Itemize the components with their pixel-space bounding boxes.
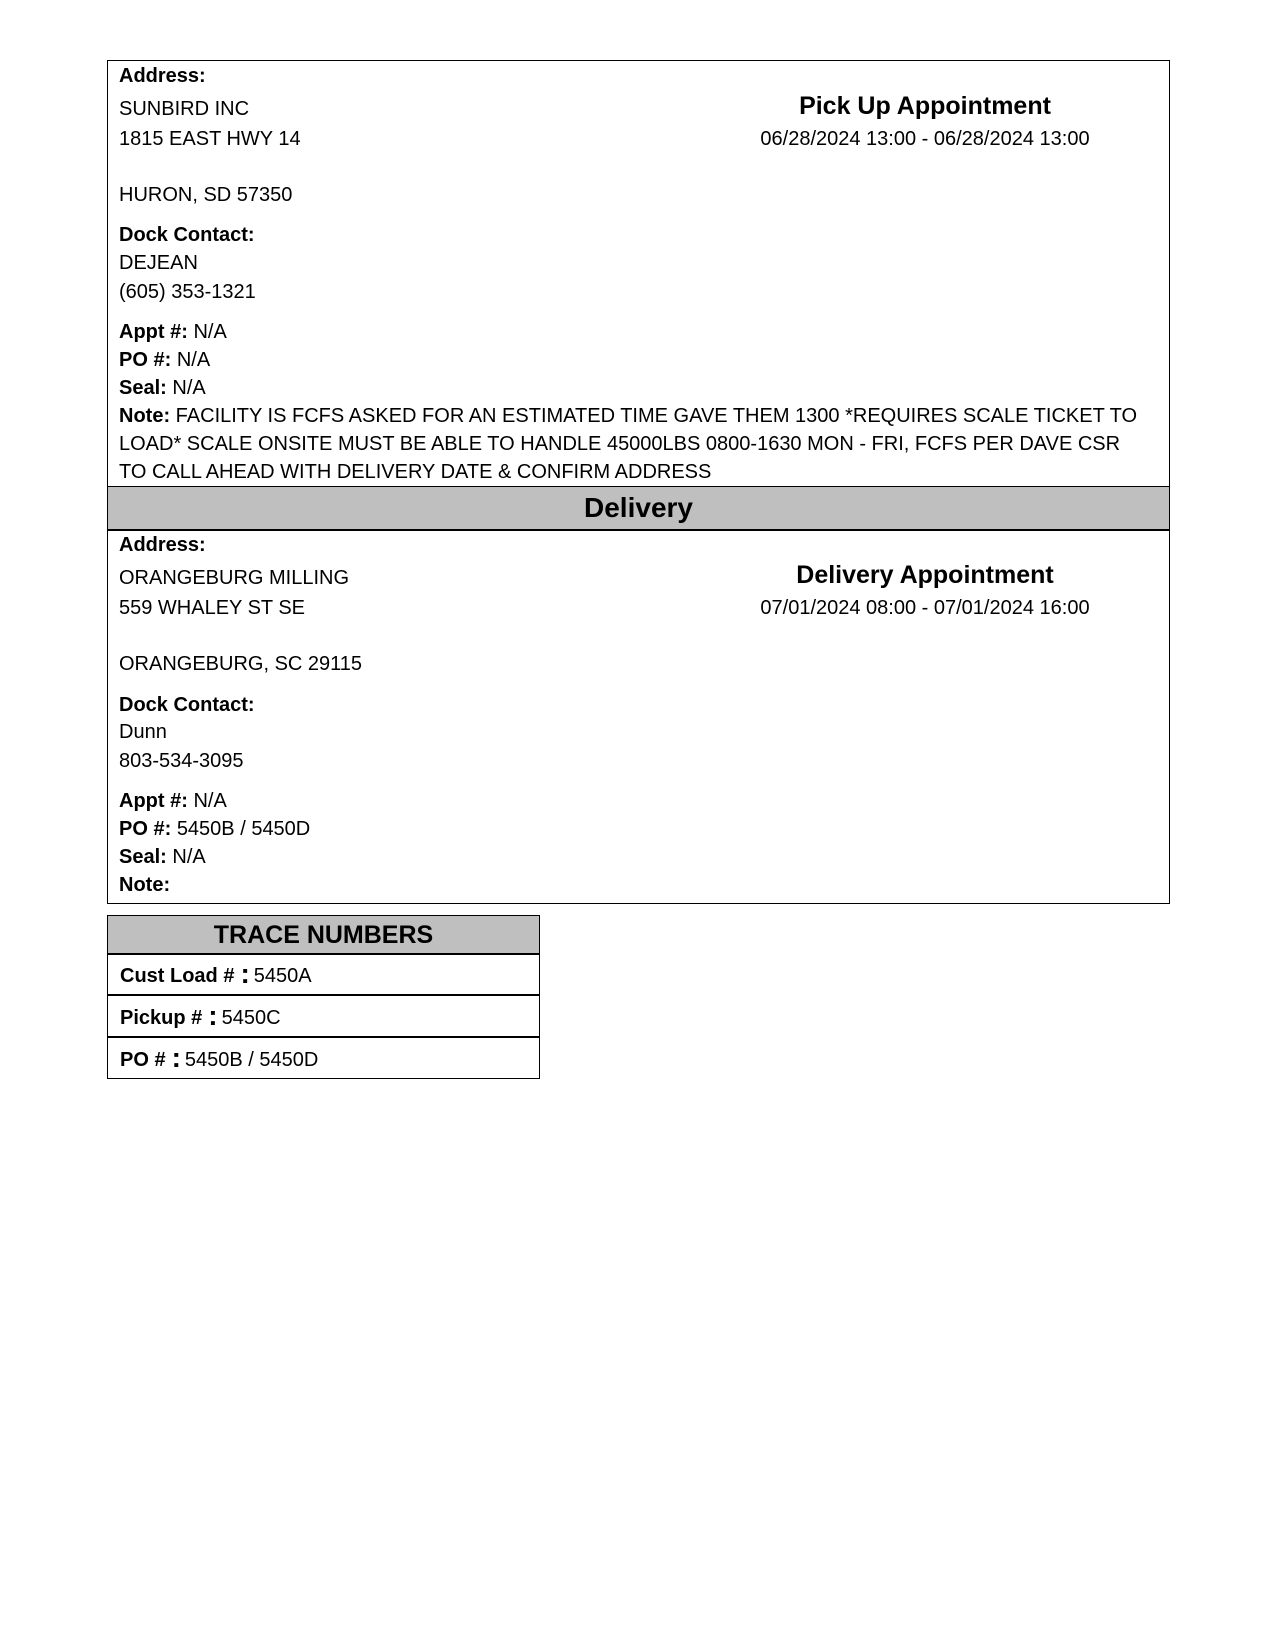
delivery-appt-line [119, 790, 227, 812]
pickup-po-value: N/A [176, 349, 211, 371]
pickup-appt-value: N/A [193, 321, 227, 343]
delivery-street: 559 WHALEY ST SE [119, 597, 306, 619]
trace-row-value: 5450B / 5450D [184, 1049, 319, 1071]
trace-row-cust-load [107, 953, 540, 995]
delivery-appointment-range: 07/01/2024 08:00 - 07/01/2024 16:00 [760, 597, 1090, 619]
delivery-header [107, 486, 1170, 531]
pickup-note-value: FACILITY IS FCFS ASKED FOR AN ESTIMATED TIME GAVE THEM 1300 *REQUIRES SCALE TICKET TO LOAD* SCALE ONSITE MUST BE ABLE TO HANDLE 45000LBS 0800-1630 MON - FRI, FCFS PER DAVE CSR TO CALL AHEAD WITH DELIVERY DATE & CONFIRM ADDRESS [119, 405, 1138, 483]
trace-row-value: 5450A [253, 965, 312, 987]
delivery-po-value: 5450B / 5450D [176, 818, 311, 840]
trace-row-value: 5450C [221, 1007, 281, 1029]
delivery-po-line [119, 818, 310, 840]
trace-row-label: Cust Load # [120, 965, 235, 987]
pickup-dock-contact-phone: (605) 353-1321 [119, 281, 256, 303]
trace-row-colon: : [171, 1042, 181, 1073]
pickup-seal-label: Seal: [119, 377, 167, 399]
delivery-appt-value: N/A [193, 790, 227, 812]
trace-numbers-title: TRACE NUMBERS [213, 921, 434, 949]
pickup-address-label: Address: [119, 65, 206, 87]
pickup-appointment-range: 06/28/2024 13:00 - 06/28/2024 13:00 [760, 128, 1090, 150]
pickup-appointment-title: Pick Up Appointment [799, 92, 1051, 120]
delivery-appointment-title: Delivery Appointment [796, 561, 1054, 589]
trace-row-colon: : [240, 958, 250, 989]
delivery-dock-contact-name: Dunn [119, 721, 167, 743]
pickup-note [119, 402, 1149, 486]
delivery-seal-value: N/A [172, 846, 206, 868]
delivery-name: ORANGEBURG MILLING [119, 567, 350, 589]
trace-row-label: PO # [120, 1049, 166, 1071]
trace-numbers-header [107, 915, 540, 955]
trace-row-pickup [107, 995, 540, 1037]
delivery-address-label: Address: [119, 534, 206, 556]
trace-row-label: Pickup # [120, 1007, 203, 1029]
delivery-title: Delivery [584, 492, 693, 523]
delivery-appt-label: Appt #: [119, 790, 188, 812]
pickup-seal-line [119, 377, 206, 399]
pickup-appt-label: Appt #: [119, 321, 188, 343]
pickup-appt-line [119, 321, 227, 343]
trace-row-colon: : [208, 1000, 218, 1031]
delivery-seal-label: Seal: [119, 846, 167, 868]
pickup-street: 1815 EAST HWY 14 [119, 128, 301, 150]
delivery-note-line [119, 874, 170, 896]
trace-row-po [107, 1037, 540, 1079]
delivery-po-label: PO #: [119, 818, 172, 840]
delivery-dock-contact-label: Dock Contact: [119, 694, 255, 716]
pickup-po-label: PO #: [119, 349, 172, 371]
delivery-city-state-zip: ORANGEBURG, SC 29115 [119, 653, 363, 675]
pickup-name: SUNBIRD INC [119, 98, 250, 120]
pickup-po-line [119, 349, 210, 371]
delivery-note-label: Note: [119, 874, 171, 896]
delivery-dock-contact-phone: 803-534-3095 [119, 750, 244, 772]
pickup-note-label: Note: [119, 405, 171, 427]
pickup-seal-value: N/A [172, 377, 206, 399]
pickup-dock-contact-label: Dock Contact: [119, 224, 255, 246]
pickup-city-state-zip: HURON, SD 57350 [119, 184, 293, 206]
delivery-seal-line [119, 846, 206, 868]
pickup-dock-contact-name: DEJEAN [119, 252, 198, 274]
